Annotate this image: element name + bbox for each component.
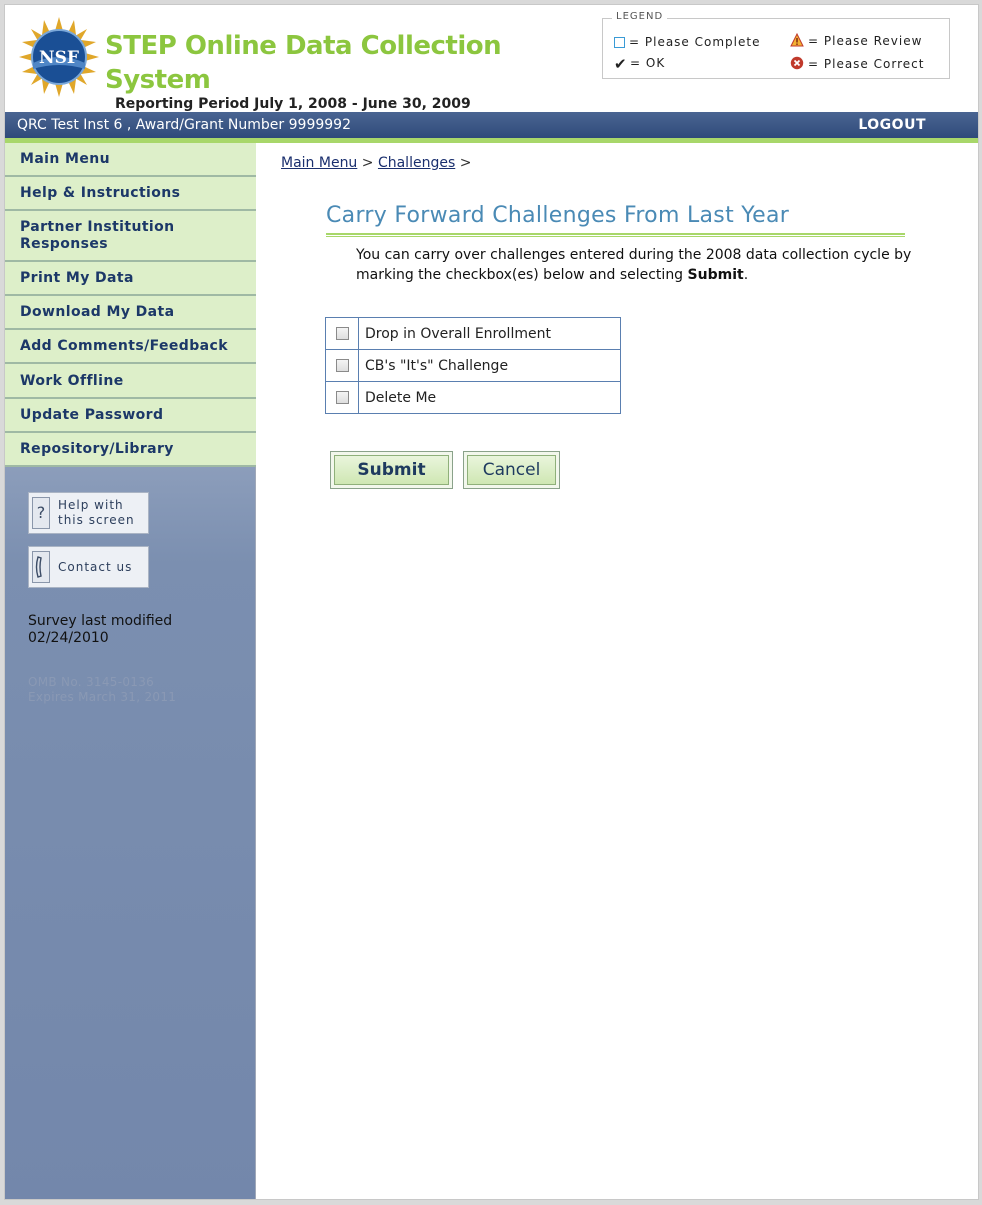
table-row — [326, 350, 621, 382]
institution-info: QRC Test Inst 6 , Award/Grant Number 9999992 — [17, 117, 351, 133]
challenges-table — [325, 317, 621, 414]
sidebar-item-help-instructions[interactable]: Help & Instructions — [5, 177, 256, 211]
top-bar — [5, 112, 979, 138]
sidebar — [5, 143, 256, 1200]
empty-square-icon — [614, 37, 625, 48]
warning-icon — [790, 33, 804, 47]
challenge-label: Drop in Overall Enrollment — [359, 318, 621, 350]
sidebar-item-print-data[interactable]: Print My Data — [5, 262, 256, 296]
help-screen-button[interactable]: ? Help with this screen — [28, 492, 149, 534]
sidebar-item-add-comments[interactable]: Add Comments/Feedback — [5, 330, 256, 364]
error-icon — [790, 56, 804, 70]
sidebar-item-update-password[interactable]: Update Password — [5, 399, 256, 433]
sidebar-item-main-menu[interactable]: Main Menu — [5, 143, 256, 177]
sidebar-item-work-offline[interactable]: Work Offline — [5, 364, 256, 399]
title-underline — [326, 233, 905, 237]
table-row — [326, 382, 621, 414]
site-title: STEP Online Data Collection System — [105, 31, 502, 95]
challenge-label: Delete Me — [359, 382, 621, 414]
reporting-period: Reporting Period July 1, 2008 - June 30, 2009 — [115, 96, 471, 112]
cancel-button[interactable]: Cancel — [463, 451, 560, 489]
sidebar-nav — [5, 143, 255, 467]
breadcrumb-challenges[interactable]: Challenges — [377, 155, 456, 171]
submit-button[interactable]: Submit — [330, 451, 453, 489]
site-header — [5, 5, 979, 113]
table-row — [326, 318, 621, 350]
challenge-checkbox[interactable] — [336, 359, 349, 372]
omb-info: OMB No. 3145-0136 Expires March 31, 2011 — [28, 675, 177, 704]
instructions-text: You can carry over challenges entered during the 2008 data collection cycle by marking the checkbox(es) below and selecting Submit. — [356, 247, 912, 283]
legend-box — [602, 11, 950, 79]
checkmark-icon: ✔ — [614, 55, 628, 73]
contact-us-button[interactable]: Contact us — [28, 546, 149, 588]
svg-text:NSF: NSF — [39, 48, 79, 68]
sidebar-item-partner-responses[interactable]: Partner Institution Responses — [5, 211, 256, 262]
sidebar-item-repository[interactable]: Repository/Library — [5, 433, 256, 467]
challenge-checkbox[interactable] — [336, 391, 349, 404]
legend-title: LEGEND — [612, 11, 667, 22]
breadcrumb: Main Menu > Challenges > — [281, 155, 472, 171]
survey-modified: Survey last modified 02/24/2010 — [28, 613, 173, 646]
challenge-checkbox[interactable] — [336, 327, 349, 340]
legend-complete: = Please Complete — [614, 35, 760, 49]
app-frame — [4, 4, 979, 1200]
legend-correct: = Please Correct — [790, 56, 924, 71]
challenge-label: CB's "It's" Challenge — [359, 350, 621, 382]
legend-review: = Please Review — [790, 33, 922, 48]
phone-icon — [32, 551, 50, 583]
nsf-logo — [19, 17, 99, 97]
logout-link[interactable]: LOGOUT — [858, 117, 926, 133]
legend-ok: ✔ = OK — [614, 55, 666, 73]
question-mark-icon: ? — [32, 497, 50, 529]
breadcrumb-main-menu[interactable]: Main Menu — [281, 155, 358, 171]
page-title: Carry Forward Challenges From Last Year — [326, 203, 790, 228]
sidebar-item-download-data[interactable]: Download My Data — [5, 296, 256, 330]
